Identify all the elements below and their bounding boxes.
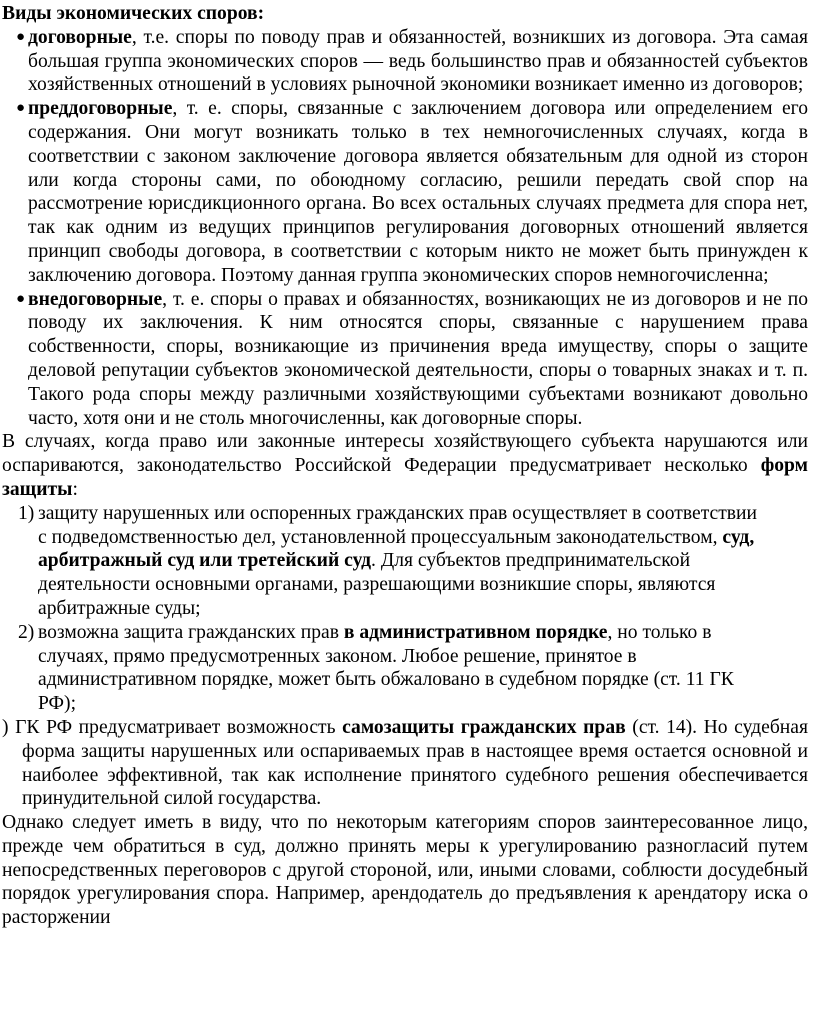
item-text: , т. е. споры о правах и обязанностях, возникающих не из договоров и не по поводу их заключения. К ним относятся споры, связанные с нарушением права собственности, споры, возникающие из причинения вреда имуществу, споры о защите деловой репутации субъектов экономической деятельности, споры о товарных знаках и т. п. Такого рода споры между различными хозяйствующими субъектами возникают довольно часто, хотя они и не столь многочисленны, как договорные споры. bbox=[28, 288, 808, 429]
bullet-icon: ● bbox=[16, 290, 26, 307]
self-protection-emphasis: самозащиты гражданских прав bbox=[342, 716, 626, 738]
courts-emphasis: суд, арбитражный суд или третейский суд bbox=[38, 526, 755, 572]
administrative-emphasis: в административном порядке bbox=[343, 621, 608, 643]
bullet-icon: ● bbox=[16, 100, 26, 117]
term-contractual: договорные bbox=[28, 26, 132, 48]
numbered-item-3: ) ГК РФ предусматривает возможность самозащиты гражданских прав (ст. 14). Но судебная форма защиты нарушенных или оспариваемых прав в настоящее время остается основной и наиболее эффективной, так как исполнение принятого судебного решения обеспечивается принудительной силой государства. bbox=[2, 716, 808, 810]
list-item-contractual bbox=[2, 26, 808, 97]
dispute-types-list bbox=[2, 26, 808, 431]
section-heading: Виды экономических споров: bbox=[2, 3, 265, 24]
numbered-item-1: 1) защиту нарушенных или оспоренных гражданских прав осуществляет в соответствии с подведомственностью дел, установленной процессуальным законодательством, суд, арбитражный суд или третейский суд. Для субъектов предпринимательской деятельности основными органами, разрешающими возникшие споры, являются арбитражные суды; bbox=[18, 502, 757, 619]
term-noncontractual: внедоговорные bbox=[28, 288, 163, 310]
item-number: 1) bbox=[18, 502, 35, 524]
item-number: 2) bbox=[18, 621, 35, 643]
list-item-precontractual bbox=[2, 97, 808, 287]
term-precontractual: преддоговорные bbox=[28, 98, 173, 120]
forms-of-protection: форм защиты bbox=[2, 455, 808, 500]
protection-intro-paragraph: В случаях, когда право или законные интересы хозяйствующего субъекта нарушаются или оспариваются, законодательство Российской Федерации предусматривает несколько форм защиты: bbox=[2, 431, 808, 500]
bullet-icon: ● bbox=[16, 28, 26, 45]
item-number: ) bbox=[2, 716, 9, 738]
list-item-noncontractual bbox=[2, 288, 808, 431]
item-text: , т. е. споры, связанные с заключением договора или определением его содержания. Они могут возникать только в тех немногочисленных случаях, когда в соответствии с законом заключение договора является обязательным для одной из сторон или когда стороны сами, по обоюдному согласию, решили передать свой спор на рассмотрение юрисдикционного органа. Во всех остальных случаях предмета для спора нет, так как одним из ведущих принципов регулирования договорных отношений является принцип свободы договора, в соответствии с которым никто не может быть принужден к заключению договора. Поэтому данная группа экономических споров немногочисленна; bbox=[28, 98, 808, 286]
numbered-item-2: 2) возможна защита гражданских прав в административном порядке, но только в случаях, прямо предусмотренных законом. Любое решение, принятое в административном порядке, может быть обжаловано в судебном порядке (ст. 11 ГК РФ); bbox=[18, 621, 734, 715]
item-text: , т.е. споры по поводу прав и обязанностей, возникших из договора. Эта самая большая группа экономических споров — ведь большинство прав и обязанностей субъектов хозяйственных отношений в условиях рыночной экономики возникает именно из договоров; bbox=[28, 26, 808, 96]
closing-paragraph: Однако следует иметь в виду, что по некоторым категориям споров заинтересованное лицо, прежде чем обратиться в суд, должно принять меры к урегулированию разногласий путем непосредственных переговоров с другой стороной, или, иными словами, соблюсти досудебный порядок урегулирования спора. Например, арендодатель до предъявления к арендатору иска о расторжении bbox=[2, 812, 808, 929]
protection-forms-list bbox=[2, 502, 808, 716]
